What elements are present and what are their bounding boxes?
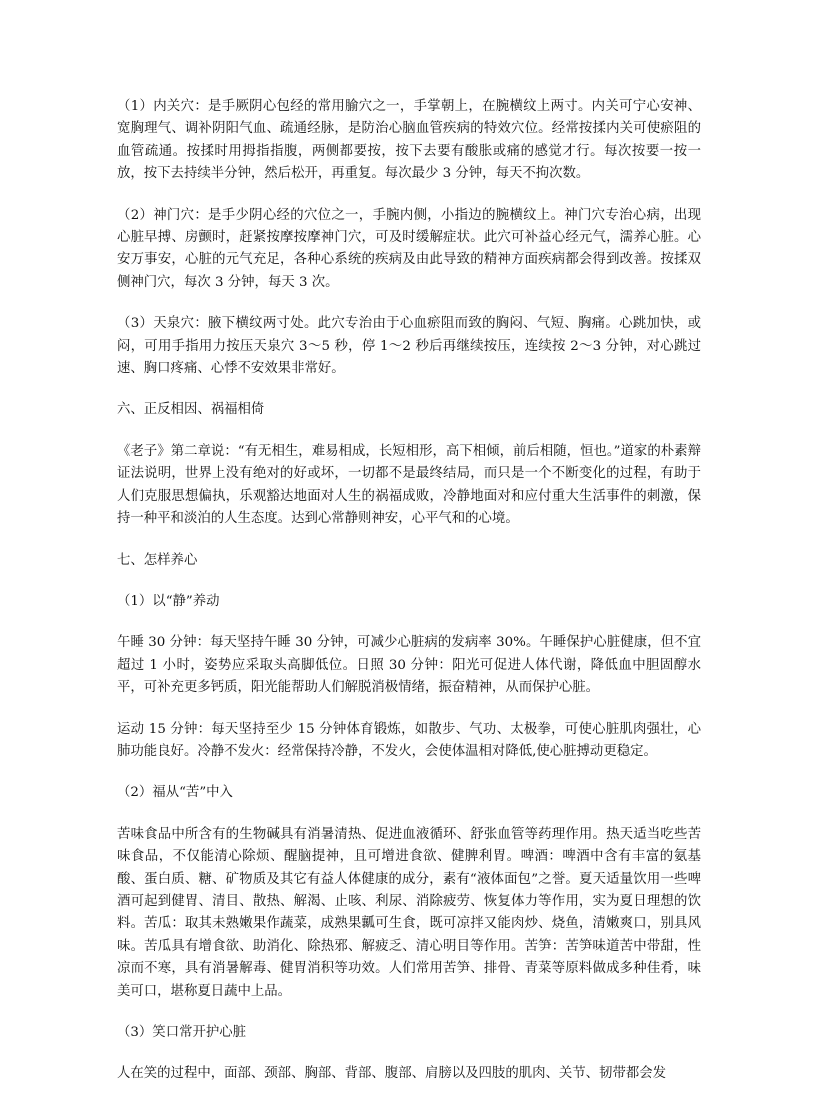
subheading-laughter: （3）笑口常开护心脏 (117, 1025, 247, 1040)
paragraph-tianquan-acupoint: （3）天泉穴：腋下横纹两寸处。此穴专治由于心血瘀阻而致的胸闷、气短、胸痛。心跳加快，或闷，可用手指用力按压天泉穴 3～5 秒，停 1～2 秒后再继续按压，连续按 2～3 分钟，对心跳过速、胸口疼痛、心悸不安效果非常好。 (117, 316, 701, 377)
section-heading-seven: 七、怎样养心 (117, 552, 198, 568)
paragraph-nap-sunlight: 午睡 30 分钟：每天坚持午睡 30 分钟，可减少心脏病的发病率 30%。午睡保护心脏健康，但不宜超过 1 小时，姿势应采取头高脚低位。日照 30 分钟：阳光可促进人体代谢，降低血中胆固醇水平，可补充更多钙质，阳光能帮助人们解脱消极情绪，振奋精神，从而保护心脏。 (117, 635, 701, 696)
paragraph-exercise-calm: 运动 15 分钟：每天坚持至少 15 分钟体育锻炼，如散步、气功、太极拳，可使心脏肌肉强壮，心肺功能良好。冷静不发火：经常保持冷静，不发火，会使体温相对降低,使心脏搏动更稳定。 (117, 721, 701, 759)
document-page (117, 96, 701, 1105)
paragraph-shenmen-acupoint: （2）神门穴：是手少阴心经的穴位之一，手腕内侧，小指边的腕横纹上。神门穴专治心病，出现心脏早搏、房颤时，赶紧按摩按摩神门穴，可及时缓解症状。此穴可补益心经元气，濡养心脏。心安万事安，心脏的元气充足，各种心系统的疾病及由此导致的精神方面疾病都会得到改善。按揉双侧神门穴，每次 3 分钟，每天 3 次。 (117, 207, 701, 290)
subheading-static-nourish: （1）以“静”养动 (117, 593, 220, 609)
paragraph-neiguan-acupoint: （1）内关穴：是手厥阴心包经的常用腧穴之一，手掌朝上，在腕横纹上两寸。内关可宁心安神、宽胸理气、调补阴阳气血、疏通经脉，是防治心脑血管疾病的特效穴位。经常按揉内关可使瘀阻的血管疏通。按揉时用拇指指腹，两侧都要按，按下去要有酸胀或痛的感觉才行。每次按要一按一放，按下去持续半分钟，然后松开，再重复。每次最少 3 分钟，每天不拘次数。 (117, 99, 701, 182)
paragraph-laughter: 人在笑的过程中，面部、颈部、胸部、背部、腹部、肩膀以及四肢的肌肉、关节、韧带都会发 (117, 1066, 667, 1082)
subheading-bitter-food: （2）福从“苦”中入 (117, 785, 233, 801)
paragraph-bitter-foods: 苦味食品中所含有的生物碱具有消暑清热、促进血液循环、舒张血管等药理作用。热天适当吃些苦味食品，不仅能清心除烦、醒脑提神，且可增进食欲、健脾利胃。啤酒：啤酒中含有丰富的氨基酸、蛋白质、糖、矿物质及其它有益人体健康的成分，素有“液体面包”之誉。夏天适量饮用一些啤酒可起到健胃、清目、散热、解渴、止咳、利尿、消除疲劳、恢复体力等作用，实为夏日理想的饮料。苦瓜：取其未熟嫩果作蔬菜，成熟果瓤可生食，既可凉拌又能肉炒、烧鱼，清嫩爽口，别具风味。苦瓜具有增食欲、助消化、除热邪、解疲乏、清心明目等作用。苦笋：苦笋味道苦中带甜，性凉而不寒，具有消暑解毒、健胃消积等功效。人们常用苦笋、排骨、青菜等原料做成多种佳肴，味美可口，堪称夏日蔬中上品。 (117, 826, 701, 999)
section-heading-six: 六、正反相因、祸福相倚 (117, 402, 265, 418)
paragraph-laozi-quote: 《老子》第二章说：“有无相生，难易相成，长短相形，高下相倾，前后相随，恒也。”道家的朴素辩证法说明，世界上没有绝对的好或坏，一切都不是最终结局，而只是一个不断变化的过程，有助于人们克服思想偏执，乐观豁达地面对人生的祸福成败，冷静地面对和应付重大生活事件的刺激，保持一种平和淡泊的人生态度。达到心常静则神安，心平气和的心境。 (117, 443, 701, 527)
